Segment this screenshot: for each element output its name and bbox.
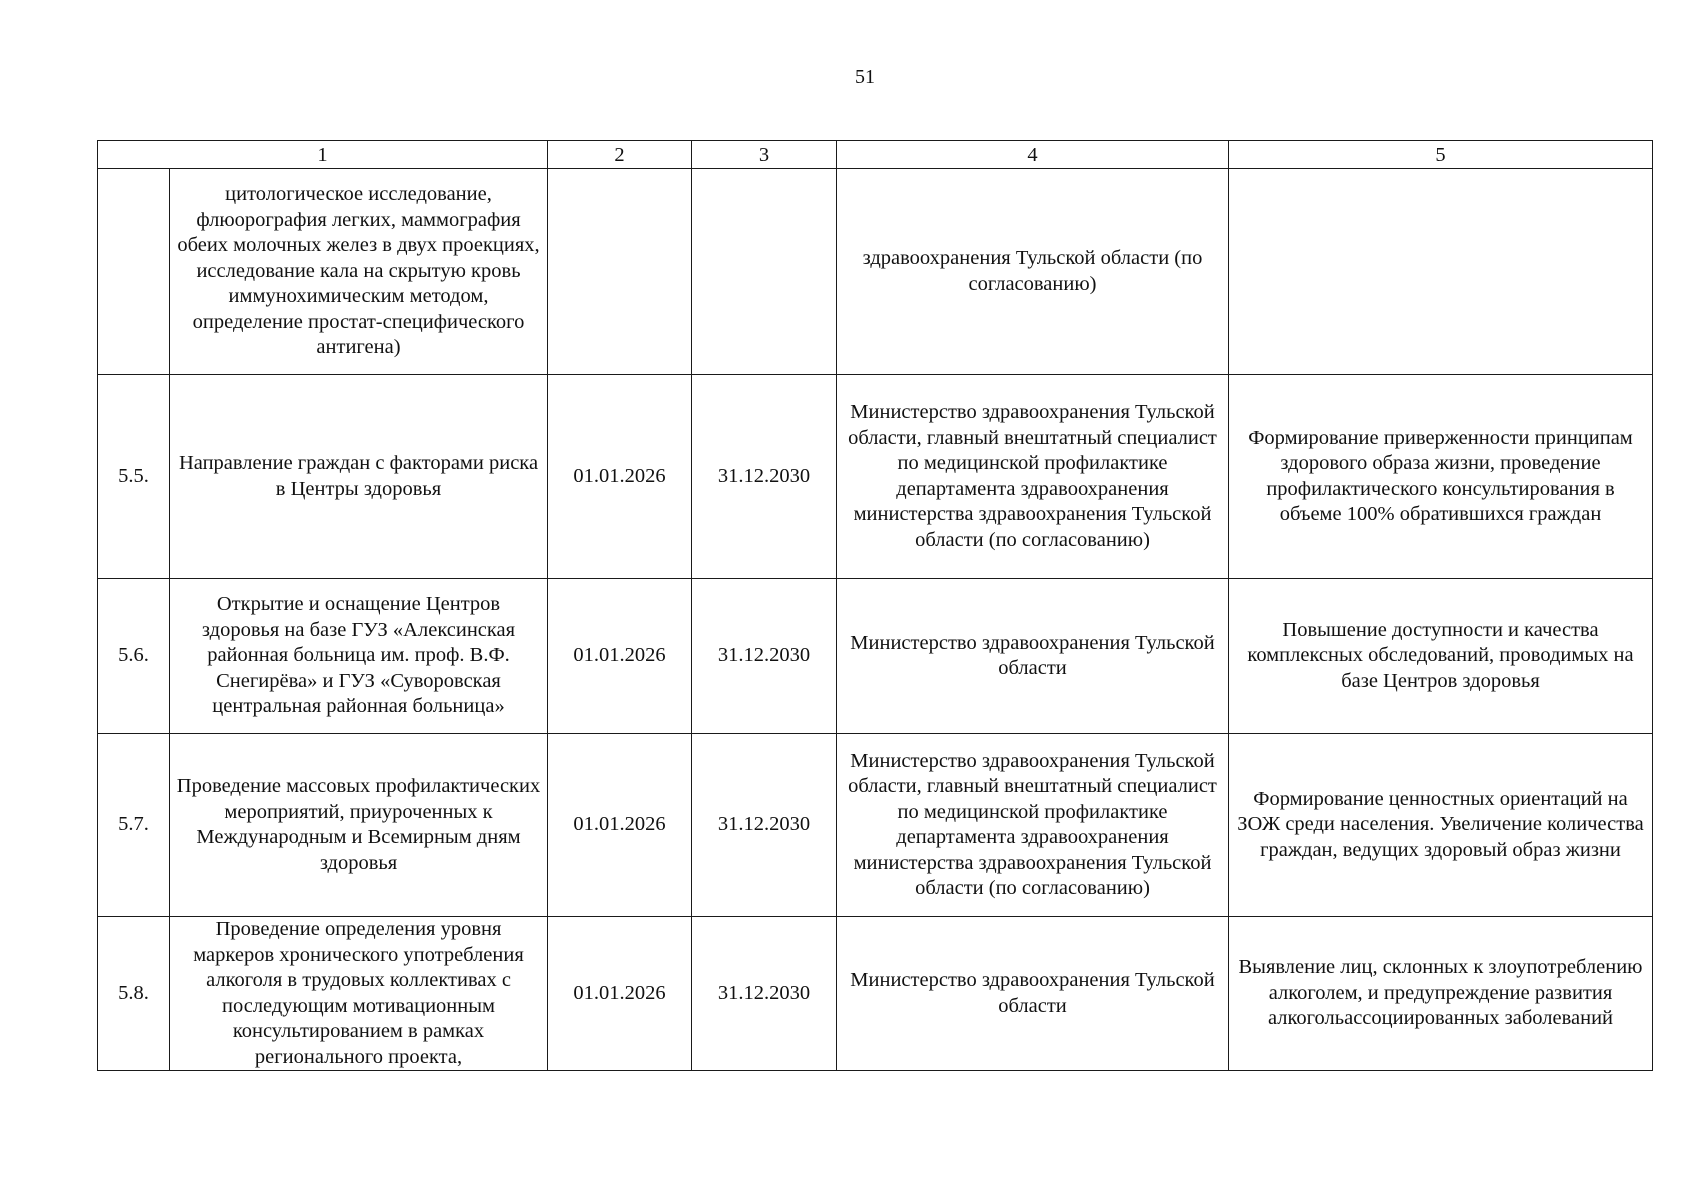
cell-start (548, 169, 692, 375)
cell-end: 31.12.2030 (692, 579, 837, 734)
cell-name: Проведение массовых профилактических мероприятий, приуроченных к Международным и Всемирным дням здоровья (170, 734, 548, 917)
header-col-3: 3 (692, 141, 837, 169)
header-col-2: 2 (548, 141, 692, 169)
cell-name: Направление граждан с факторами риска в Центры здоровья (170, 375, 548, 579)
measures-table (97, 140, 1653, 1071)
cell-end (692, 169, 837, 375)
table-row (98, 734, 1653, 917)
cell-num: 5.6. (98, 579, 170, 734)
page-number: 51 (855, 66, 875, 88)
cell-result: Повышение доступности и качества комплексных обследований, проводимых на базе Центров здоровья (1229, 579, 1653, 734)
cell-end: 31.12.2030 (692, 375, 837, 579)
cell-num: 5.8. (98, 917, 170, 1071)
cell-responsible: Министерство здравоохранения Тульской области, главный внештатный специалист по медицинской профилактике департамента здравоохранения министерства здравоохранения Тульской области (по согласованию) (837, 375, 1229, 579)
header-col-1: 1 (98, 141, 548, 169)
cell-responsible: Министерство здравоохранения Тульской области (837, 917, 1229, 1071)
cell-result: Выявление лиц, склонных к злоупотреблению алкоголем, и предупреждение развития алкогольассоциированных заболеваний (1229, 917, 1653, 1071)
cell-result: Формирование ценностных ориентаций на ЗОЖ среди населения. Увеличение количества граждан, ведущих здоровый образ жизни (1229, 734, 1653, 917)
cell-name: Открытие и оснащение Центров здоровья на базе ГУЗ «Алексинская районная больница им. проф. В.Ф. Снегирёва» и ГУЗ «Суворовская центральная районная больница» (170, 579, 548, 734)
cell-num (98, 169, 170, 375)
cell-num: 5.7. (98, 734, 170, 917)
cell-num: 5.5. (98, 375, 170, 579)
cell-responsible: здравоохранения Тульской области (по согласованию) (837, 169, 1229, 375)
cell-end: 31.12.2030 (692, 917, 837, 1071)
table-row (98, 579, 1653, 734)
cell-result: Формирование приверженности принципам здорового образа жизни, проведение профилактического консультирования в объеме 100% обратившихся граждан (1229, 375, 1653, 579)
cell-name: цитологическое исследование, флюорография легких, маммография обеих молочных желез в двух проекциях, исследование кала на скрытую кровь иммунохимическим методом, определение простат-специфического антигена) (170, 169, 548, 375)
header-col-5: 5 (1229, 141, 1653, 169)
table-header-row (98, 141, 1653, 169)
cell-name: Проведение определения уровня маркеров хронического употребления алкоголя в трудовых коллективах с последующим мотивационным консультированием в рамках регионального проекта, (170, 917, 548, 1071)
cell-start: 01.01.2026 (548, 375, 692, 579)
table-row (98, 917, 1653, 1071)
table-row-continuation (98, 169, 1653, 375)
cell-start: 01.01.2026 (548, 917, 692, 1071)
cell-result (1229, 169, 1653, 375)
header-col-4: 4 (837, 141, 1229, 169)
cell-responsible: Министерство здравоохранения Тульской области, главный внештатный специалист по медицинской профилактике департамента здравоохранения министерства здравоохранения Тульской области (по согласованию) (837, 734, 1229, 917)
table-row (98, 375, 1653, 579)
cell-start: 01.01.2026 (548, 734, 692, 917)
cell-responsible: Министерство здравоохранения Тульской области (837, 579, 1229, 734)
cell-end: 31.12.2030 (692, 734, 837, 917)
cell-start: 01.01.2026 (548, 579, 692, 734)
